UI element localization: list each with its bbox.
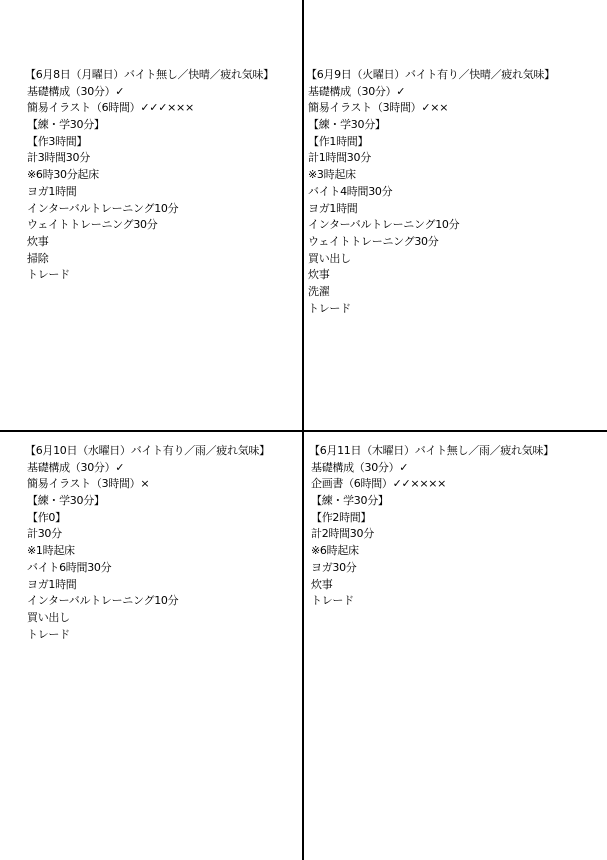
entry-line: 計30分 (27, 527, 62, 541)
entry-line: 【練・学30分】 (308, 118, 386, 132)
entry-line: トレード (27, 627, 70, 641)
entry-line: 基礎構成（30分）✓ (27, 460, 125, 474)
entry-line: ウェイトトレーニング30分 (308, 234, 439, 248)
entry-june-11 (311, 443, 554, 610)
entry-line: 簡易イラスト（3時間）✓×× (308, 101, 449, 115)
entry-line: バイト4時間30分 (308, 184, 393, 198)
entry-line: 簡易イラスト（6時間）✓✓✓××× (27, 101, 194, 115)
entry-title: 【6月9日（火曜日）バイト有り／快晴／疲れ気味】 (306, 68, 555, 81)
entry-line: 企画書（6時間）✓✓×××× (311, 477, 447, 491)
entry-line: 【練・学30分】 (27, 494, 105, 508)
entry-line: 炊事 (311, 577, 333, 591)
entry-line: 計2時間30分 (311, 527, 374, 541)
entry-line: 計1時間30分 (308, 151, 371, 165)
entry-line: 基礎構成（30分）✓ (27, 84, 125, 98)
entry-line: ウェイトトレーニング30分 (27, 218, 158, 232)
entry-line: ※3時起床 (308, 168, 356, 182)
entry-line: バイト6時間30分 (27, 560, 112, 574)
entry-line: トレード (308, 301, 351, 315)
entry-line: 買い出し (308, 251, 351, 265)
entry-line: 洗濯 (308, 284, 330, 298)
entry-line: インターバルトレーニング10分 (27, 594, 179, 608)
entry-line: インターバルトレーニング10分 (308, 218, 460, 232)
entry-line: 買い出し (27, 610, 70, 624)
entry-line: インターバルトレーニング10分 (27, 201, 179, 215)
entry-june-10 (27, 443, 270, 643)
entry-line: ヨガ1時間 (308, 201, 358, 215)
entry-line: 基礎構成（30分）✓ (308, 84, 406, 98)
entry-title: 【6月10日（水曜日）バイト有り／雨／疲れ気味】 (25, 444, 270, 457)
entry-june-9 (308, 67, 555, 317)
entry-line: 【作1時間】 (308, 134, 369, 148)
entry-line: 計3時間30分 (27, 151, 90, 165)
entry-line: ヨガ1時間 (27, 184, 77, 198)
horizontal-divider (0, 430, 607, 432)
entry-line: 基礎構成（30分）✓ (311, 460, 409, 474)
entry-line: 【作3時間】 (27, 134, 88, 148)
entry-line: ※1時起床 (27, 544, 75, 558)
entry-line: ※6時起床 (311, 544, 359, 558)
entry-title: 【6月11日（木曜日）バイト無し／雨／疲れ気味】 (309, 444, 554, 457)
entry-title: 【6月8日（月曜日）バイト無し／快晴／疲れ気味】 (25, 68, 274, 81)
entry-june-8 (27, 67, 274, 284)
entry-line: ※6時30分起床 (27, 168, 99, 182)
entry-line: トレード (311, 594, 354, 608)
entry-line: 【練・学30分】 (27, 118, 105, 132)
entry-line: ヨガ1時間 (27, 577, 77, 591)
entry-line: 掃除 (27, 251, 49, 265)
entry-line: 【作2時間】 (311, 510, 372, 524)
entry-line: 簡易イラスト（3時間）× (27, 477, 150, 491)
entry-line: トレード (27, 268, 70, 282)
entry-line: 炊事 (27, 234, 49, 248)
entry-line: 炊事 (308, 268, 330, 282)
entry-line: ヨガ30分 (311, 560, 357, 574)
entry-line: 【作0】 (27, 510, 66, 524)
entry-line: 【練・学30分】 (311, 494, 389, 508)
